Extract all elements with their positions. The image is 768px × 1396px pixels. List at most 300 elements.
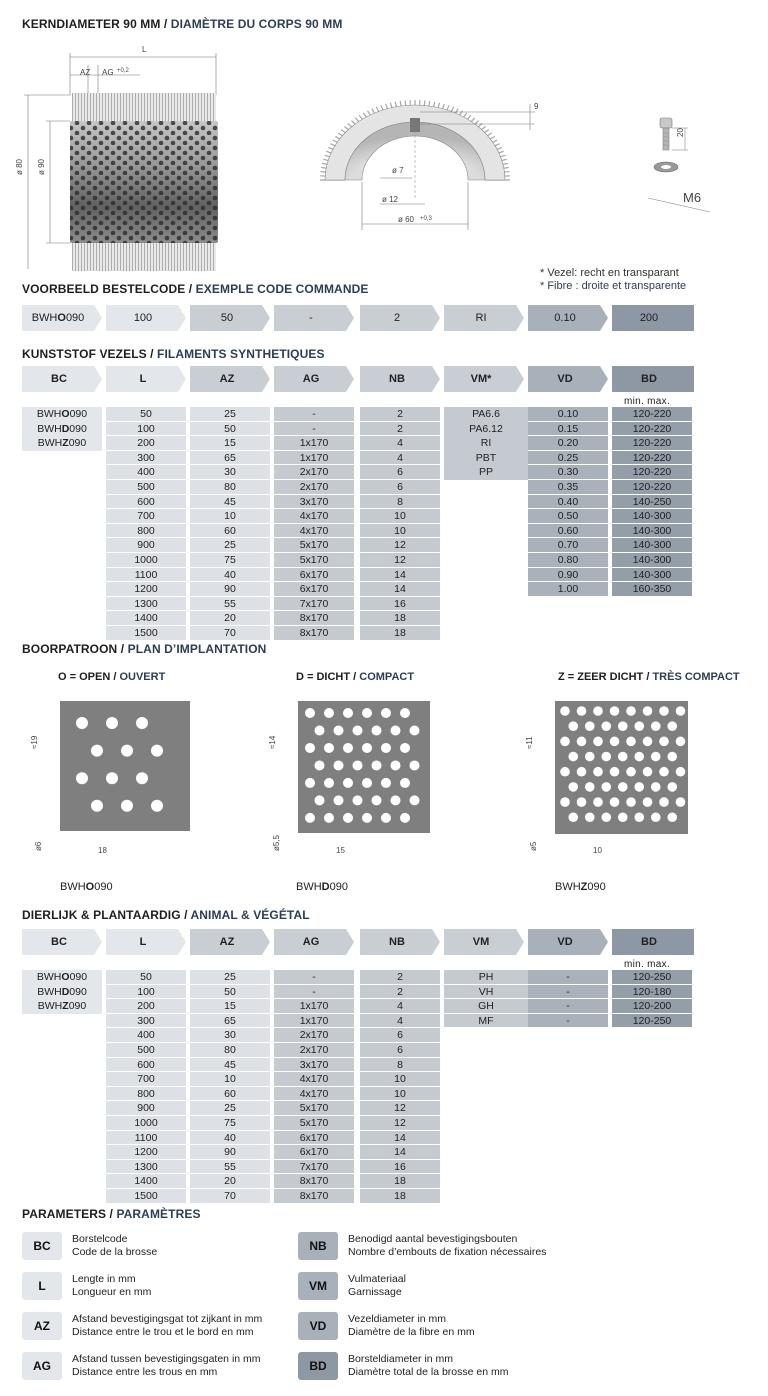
- animal-vm-cell: PH: [444, 970, 528, 985]
- hole: [585, 721, 595, 731]
- hole: [667, 812, 677, 822]
- hole: [362, 743, 372, 753]
- synthetic-header-vd: VD: [557, 373, 573, 385]
- param-text-ag: [72, 1353, 261, 1379]
- animal-nb-cell: 16: [360, 1160, 440, 1175]
- pattern-title-fr: COMPACT: [359, 671, 415, 683]
- order-chip-4: 2: [393, 312, 401, 324]
- hole: [626, 797, 636, 807]
- synthetic-vm-cell: RI: [480, 437, 492, 450]
- synthetic-l-cell: 700: [106, 509, 186, 524]
- hole: [315, 760, 325, 770]
- synthetic-bd-cell: 120-220: [612, 436, 692, 451]
- hole: [121, 800, 133, 812]
- animal-nb-cell: 2: [360, 970, 440, 985]
- synthetic-bd-column: [612, 407, 692, 597]
- hole: [667, 782, 677, 792]
- dim-ag-tol: +0,2: [117, 68, 129, 74]
- hole: [601, 812, 611, 822]
- synthetic-ag-cell: 4x170: [274, 524, 354, 539]
- animal-bc-cell: [22, 985, 102, 1000]
- code-pre: BWH: [555, 881, 581, 893]
- animal-ag-cell: 3x170: [274, 1058, 354, 1073]
- hole: [601, 721, 611, 731]
- hole: [577, 706, 587, 716]
- dim-d80: ø 80: [15, 158, 24, 175]
- pattern-spacing-0: 18: [98, 846, 107, 855]
- animal-nb-cell: 18: [360, 1189, 440, 1204]
- animal-nb-cell: 10: [360, 1087, 440, 1102]
- param-badge-bc: BC: [22, 1232, 62, 1260]
- hole: [593, 797, 603, 807]
- animal-bd-cell: 120-250: [612, 1014, 692, 1029]
- synthetic-vd-cell: 0.60: [528, 524, 608, 539]
- animal-l-cell: 300: [106, 1014, 186, 1029]
- code-bold: Z: [580, 881, 588, 893]
- hole: [634, 782, 644, 792]
- hole: [91, 800, 103, 812]
- animal-header-bd: BD: [641, 936, 657, 948]
- animal-header-vd: VD: [557, 936, 573, 948]
- synthetic-bc-column: [22, 407, 102, 451]
- hole: [91, 745, 103, 757]
- synthetic-title: KUNSTSTOF VEZELS / FILAMENTS SYNTHETIQUES: [22, 347, 325, 361]
- hole: [410, 760, 420, 770]
- synthetic-az-cell: 45: [190, 495, 270, 510]
- synthetic-l-cell: 1200: [106, 582, 186, 597]
- synthetic-bc-cell: [22, 422, 102, 437]
- synthetic-ag-cell: 1x170: [274, 451, 354, 466]
- synthetic-nb-cell: 10: [360, 509, 440, 524]
- param-badge-vm: VM: [298, 1272, 338, 1300]
- synthetic-vd-cell: 0.40: [528, 495, 608, 510]
- synthetic-ag-column: [274, 407, 354, 641]
- animal-l-cell: 700: [106, 1072, 186, 1087]
- order-chip-7: 200: [639, 312, 659, 324]
- synthetic-nb-cell: 14: [360, 568, 440, 583]
- bc-pre: BWH: [36, 971, 62, 983]
- synthetic-bd-cell: 140-300: [612, 568, 692, 583]
- hole: [324, 813, 334, 823]
- animal-l-cell: 900: [106, 1101, 186, 1116]
- pattern-title-nl: D = DICHT: [296, 671, 351, 683]
- synthetic-header-l: L: [139, 373, 147, 385]
- note-fr: * Fibre : droite et transparente: [540, 280, 687, 292]
- animal-header-bc: BC: [51, 936, 67, 948]
- animal-header-az: AZ: [219, 936, 235, 948]
- pattern-spacing-2: 10: [593, 846, 602, 855]
- synthetic-min-max: min. max.: [624, 396, 671, 407]
- param-badge-l: L: [22, 1272, 62, 1300]
- hole: [151, 800, 163, 812]
- hole: [651, 752, 661, 762]
- synthetic-vd-cell: 0.20: [528, 436, 608, 451]
- synthetic-l-cell: 200: [106, 436, 186, 451]
- param-text-vd: [348, 1313, 475, 1339]
- order-chip-5: RI: [475, 312, 487, 324]
- synthetic-vd-cell: 0.90: [528, 568, 608, 583]
- synthetic-header-bd: BD: [641, 373, 657, 385]
- section-drawing: [320, 100, 550, 230]
- pattern-pitch-2: ≈11: [525, 736, 534, 749]
- hole: [601, 752, 611, 762]
- hole: [585, 782, 595, 792]
- drill-title: BOORPATROON / PLAN D’IMPLANTATION: [22, 642, 267, 656]
- hole: [577, 797, 587, 807]
- hole: [610, 737, 620, 747]
- dim-d7: ø 7: [392, 166, 404, 175]
- code-pre: BWH: [60, 881, 86, 893]
- synthetic-ag-cell: 6x170: [274, 568, 354, 583]
- param-text-l: [72, 1273, 151, 1299]
- bc-bold: O: [61, 408, 70, 420]
- code-pre: BWH: [296, 881, 322, 893]
- animal-vd-column: [528, 970, 608, 1028]
- synthetic-bd-cell: 120-220: [612, 451, 692, 466]
- synthetic-nb-cell: 2: [360, 422, 440, 437]
- hole: [568, 782, 578, 792]
- hole: [618, 782, 628, 792]
- hole-pattern-plate-1: [298, 701, 430, 833]
- hole: [610, 706, 620, 716]
- synthetic-az-column: [190, 407, 270, 641]
- animal-nb-cell: 4: [360, 1014, 440, 1029]
- hole: [400, 778, 410, 788]
- animal-ag-cell: 2x170: [274, 1028, 354, 1043]
- synthetic-ag-cell: 1x170: [274, 436, 354, 451]
- hole: [659, 767, 669, 777]
- hole: [585, 752, 595, 762]
- param-fr: Code de la brosse: [72, 1246, 158, 1258]
- bc-post: 090: [69, 971, 88, 983]
- synthetic-l-cell: 1500: [106, 626, 186, 641]
- hole: [343, 743, 353, 753]
- synthetic-az-cell: 55: [190, 597, 270, 612]
- synthetic-vd-cell: 0.50: [528, 509, 608, 524]
- hole: [560, 737, 570, 747]
- dim-m6: M6: [683, 190, 702, 205]
- hole: [618, 752, 628, 762]
- synthetic-ag-cell: 8x170: [274, 611, 354, 626]
- synthetic-nb-cell: 6: [360, 465, 440, 480]
- synthetic-bd-cell: 120-220: [612, 480, 692, 495]
- hole: [593, 706, 603, 716]
- animal-az-cell: 50: [190, 985, 270, 1000]
- animal-bd-cell: 120-180: [612, 985, 692, 1000]
- bc-post: 090: [69, 985, 87, 998]
- synthetic-az-cell: 70: [190, 626, 270, 641]
- animal-min-max: min. max.: [624, 959, 671, 970]
- param-fr: Diamètre total de la brosse en mm: [348, 1366, 509, 1378]
- hole: [305, 743, 315, 753]
- synthetic-az-cell: 50: [190, 422, 270, 437]
- animal-nb-cell: 18: [360, 1174, 440, 1189]
- animal-az-cell: 25: [190, 970, 270, 985]
- animal-vd-cell: -: [528, 1014, 608, 1029]
- synthetic-ag-cell: 5x170: [274, 553, 354, 568]
- animal-vm-cell: VH: [444, 985, 528, 1000]
- animal-l-cell: 200: [106, 999, 186, 1014]
- hole: [676, 767, 686, 777]
- animal-l-cell: 50: [106, 970, 186, 985]
- fiber-notes: [540, 267, 686, 293]
- animal-az-cell: 45: [190, 1058, 270, 1073]
- synthetic-vd-cell: 0.25: [528, 451, 608, 466]
- param-nl: Borstelcode: [72, 1233, 128, 1245]
- animal-ag-cell: 6x170: [274, 1131, 354, 1146]
- hole: [568, 721, 578, 731]
- animal-ag-cell: 5x170: [274, 1101, 354, 1116]
- animal-az-cell: 75: [190, 1116, 270, 1131]
- param-badge-bd: BD: [298, 1352, 338, 1380]
- hole: [334, 795, 344, 805]
- synthetic-l-cell: 1000: [106, 553, 186, 568]
- synthetic-az-cell: 40: [190, 568, 270, 583]
- animal-nb-cell: 8: [360, 1058, 440, 1073]
- order-chip-6: 0.10: [554, 312, 576, 324]
- animal-l-cell: 1000: [106, 1116, 186, 1131]
- animal-l-cell: 400: [106, 1028, 186, 1043]
- animal-ag-cell: 4x170: [274, 1072, 354, 1087]
- synthetic-ag-cell: 7x170: [274, 597, 354, 612]
- hole: [601, 782, 611, 792]
- animal-ag-cell: 5x170: [274, 1116, 354, 1131]
- animal-az-cell: 20: [190, 1174, 270, 1189]
- hole: [315, 725, 325, 735]
- bc-post: 090: [68, 437, 87, 450]
- hole: [676, 706, 686, 716]
- hole: [593, 737, 603, 747]
- order-chip-3: -: [309, 312, 313, 324]
- bc-pre: BWH: [37, 1000, 63, 1013]
- animal-vd-cell: -: [528, 999, 608, 1014]
- hole: [381, 778, 391, 788]
- pattern-code-1: [296, 881, 348, 893]
- synthetic-vm-cell: PA6.6: [472, 408, 500, 420]
- hole: [391, 760, 401, 770]
- animal-ag-cell: 4x170: [274, 1087, 354, 1102]
- synthetic-bd-cell: 140-250: [612, 495, 692, 510]
- hole: [353, 795, 363, 805]
- hole: [372, 760, 382, 770]
- animal-header-vm: VM: [472, 936, 490, 948]
- bc-pre: BWH: [37, 985, 62, 998]
- synthetic-l-cell: 1300: [106, 597, 186, 612]
- dim-h20: 20: [676, 128, 685, 137]
- animal-az-cell: 40: [190, 1131, 270, 1146]
- synthetic-bd-cell: 120-220: [612, 422, 692, 437]
- synthetic-az-cell: 80: [190, 480, 270, 495]
- animal-bc-cell: [22, 970, 102, 985]
- param-badge-ag: AG: [22, 1352, 62, 1380]
- animal-nb-cell: 2: [360, 985, 440, 1000]
- animal-ag-cell: 2x170: [274, 1043, 354, 1058]
- animal-az-column: [190, 970, 270, 1204]
- pattern-title-0: O = OPEN / OUVERT: [58, 671, 166, 683]
- animal-ag-cell: -: [274, 970, 354, 985]
- pattern-spacing-1: 15: [336, 846, 345, 855]
- synthetic-header-bc: BC: [51, 373, 67, 385]
- hole: [651, 812, 661, 822]
- synthetic-vd-cell: 0.35: [528, 480, 608, 495]
- animal-ag-cell: 8x170: [274, 1174, 354, 1189]
- hole: [372, 725, 382, 735]
- synthetic-nb-cell: 4: [360, 436, 440, 451]
- bc-bold: D: [61, 422, 70, 435]
- bc-post: 090: [69, 422, 87, 435]
- synthetic-nb-cell: 10: [360, 524, 440, 539]
- hole: [626, 767, 636, 777]
- code-bold: O: [85, 881, 95, 893]
- synthetic-az-cell: 75: [190, 553, 270, 568]
- synthetic-header-ag: AG: [302, 373, 320, 385]
- hole: [362, 813, 372, 823]
- synthetic-az-cell: 65: [190, 451, 270, 466]
- hole: [151, 745, 163, 757]
- synthetic-header-vm: VM*: [470, 373, 492, 385]
- animal-nb-cell: 4: [360, 999, 440, 1014]
- hole: [643, 706, 653, 716]
- dim-az: AZ: [80, 68, 91, 77]
- hole: [585, 812, 595, 822]
- animal-az-cell: 25: [190, 1101, 270, 1116]
- animal-nb-cell: 12: [360, 1116, 440, 1131]
- hole: [577, 767, 587, 777]
- hole: [324, 708, 334, 718]
- synthetic-l-cell: 500: [106, 480, 186, 495]
- hole: [410, 725, 420, 735]
- hole: [410, 795, 420, 805]
- animal-az-cell: 30: [190, 1028, 270, 1043]
- animal-header-ag: AG: [302, 936, 320, 948]
- param-fr: Diamètre de la fibre en mm: [348, 1326, 475, 1338]
- synthetic-nb-cell: 2: [360, 407, 440, 422]
- synthetic-bd-cell: 140-300: [612, 553, 692, 568]
- animal-l-cell: 1400: [106, 1174, 186, 1189]
- hole: [610, 767, 620, 777]
- animal-az-cell: 90: [190, 1145, 270, 1160]
- param-text-bc: [72, 1233, 157, 1259]
- synthetic-nb-cell: 16: [360, 597, 440, 612]
- hole: [381, 813, 391, 823]
- pattern-pitch-0: ≈19: [30, 735, 39, 749]
- animal-bc-cell: [22, 999, 102, 1014]
- dim-ag: AG: [102, 68, 114, 77]
- hole: [593, 767, 603, 777]
- pattern-title-1: D = DICHT / COMPACT: [296, 671, 415, 683]
- hole: [343, 778, 353, 788]
- synthetic-ag-cell: 4x170: [274, 509, 354, 524]
- synthetic-bc-cell: [22, 436, 102, 451]
- param-nl: Vezeldiameter in mm: [348, 1313, 447, 1325]
- synthetic-az-cell: 30: [190, 465, 270, 480]
- param-badge-az: AZ: [22, 1312, 62, 1340]
- hole: [577, 737, 587, 747]
- synthetic-l-cell: 300: [106, 451, 186, 466]
- hole: [362, 778, 372, 788]
- hole: [659, 797, 669, 807]
- animal-l-cell: 800: [106, 1087, 186, 1102]
- hole: [634, 812, 644, 822]
- animal-l-cell: 1300: [106, 1160, 186, 1175]
- code-post: 090: [329, 881, 348, 893]
- bc-pre: BWH: [36, 408, 62, 420]
- synthetic-l-cell: 50: [106, 407, 186, 422]
- dim-l: L: [142, 45, 147, 54]
- param-fr: Distance entre les trous en mm: [72, 1366, 218, 1378]
- bc-bold: Z: [62, 437, 69, 450]
- synthetic-bd-cell: 160-350: [612, 582, 692, 597]
- dim-h9: 9: [534, 102, 539, 111]
- synthetic-nb-cell: 18: [360, 626, 440, 641]
- synthetic-l-cell: 900: [106, 538, 186, 553]
- synthetic-nb-cell: 6: [360, 480, 440, 495]
- synthetic-ag-cell: 6x170: [274, 582, 354, 597]
- hole: [391, 725, 401, 735]
- param-fr: Nombre d’embouts de fixation nécessaires: [348, 1246, 547, 1258]
- animal-vm-column: [444, 970, 528, 1028]
- brush-roll-drawing: [20, 45, 220, 270]
- animal-bc-column: [22, 970, 102, 1014]
- animal-ag-cell: 6x170: [274, 1145, 354, 1160]
- bc-post: 090: [68, 1000, 87, 1013]
- bc-pre: BWH: [37, 437, 63, 450]
- hole: [667, 752, 677, 762]
- animal-ag-cell: 1x170: [274, 1014, 354, 1029]
- order-chip-bc: [22, 305, 94, 331]
- param-fr: Garnissage: [348, 1286, 402, 1298]
- hole: [634, 721, 644, 731]
- synthetic-l-cell: 400: [106, 465, 186, 480]
- pattern-title-fr: TRÈS COMPACT: [652, 671, 740, 683]
- bc-pre: BWH: [37, 422, 62, 435]
- hole: [400, 743, 410, 753]
- synthetic-nb-cell: 18: [360, 611, 440, 626]
- core-title: KERNDIAMETER 90 MM / DIAMÈTRE DU CORPS 90 MM: [22, 17, 343, 31]
- animal-title: DIERLIJK & PLANTAARDIG / ANIMAL & VÉGÉTAL: [22, 908, 310, 922]
- synthetic-ag-cell: 3x170: [274, 495, 354, 510]
- param-text-vm: [348, 1273, 406, 1299]
- synthetic-bd-cell: 120-220: [612, 465, 692, 480]
- synthetic-l-cell: 1100: [106, 568, 186, 583]
- synthetic-bc-cell: [22, 407, 102, 422]
- hole: [391, 795, 401, 805]
- param-nl: Borsteldiameter in mm: [348, 1353, 454, 1365]
- synthetic-ag-cell: 5x170: [274, 538, 354, 553]
- param-badge-nb: NB: [298, 1232, 338, 1260]
- hole: [136, 772, 148, 784]
- animal-az-cell: 70: [190, 1189, 270, 1204]
- animal-l-cell: 600: [106, 1058, 186, 1073]
- animal-az-cell: 55: [190, 1160, 270, 1175]
- animal-ag-cell: 7x170: [274, 1160, 354, 1175]
- animal-vm-cell: MF: [444, 1014, 528, 1029]
- animal-ag-cell: -: [274, 985, 354, 1000]
- animal-nb-cell: 14: [360, 1145, 440, 1160]
- order-title: VOORBEELD BESTELCODE / EXEMPLE CODE COMMANDE: [22, 282, 369, 296]
- param-nl: Afstand bevestigingsgat tot zijkant in mm: [72, 1313, 263, 1325]
- hole: [106, 717, 118, 729]
- hole-pattern-plate-0: [60, 701, 190, 831]
- animal-nb-cell: 6: [360, 1043, 440, 1058]
- hole: [618, 812, 628, 822]
- hole: [343, 708, 353, 718]
- hole: [667, 721, 677, 731]
- animal-bd-cell: 120-200: [612, 999, 692, 1014]
- synthetic-bd-cell: 140-300: [612, 524, 692, 539]
- pattern-title-fr: OUVERT: [119, 671, 166, 683]
- animal-l-cell: 1200: [106, 1145, 186, 1160]
